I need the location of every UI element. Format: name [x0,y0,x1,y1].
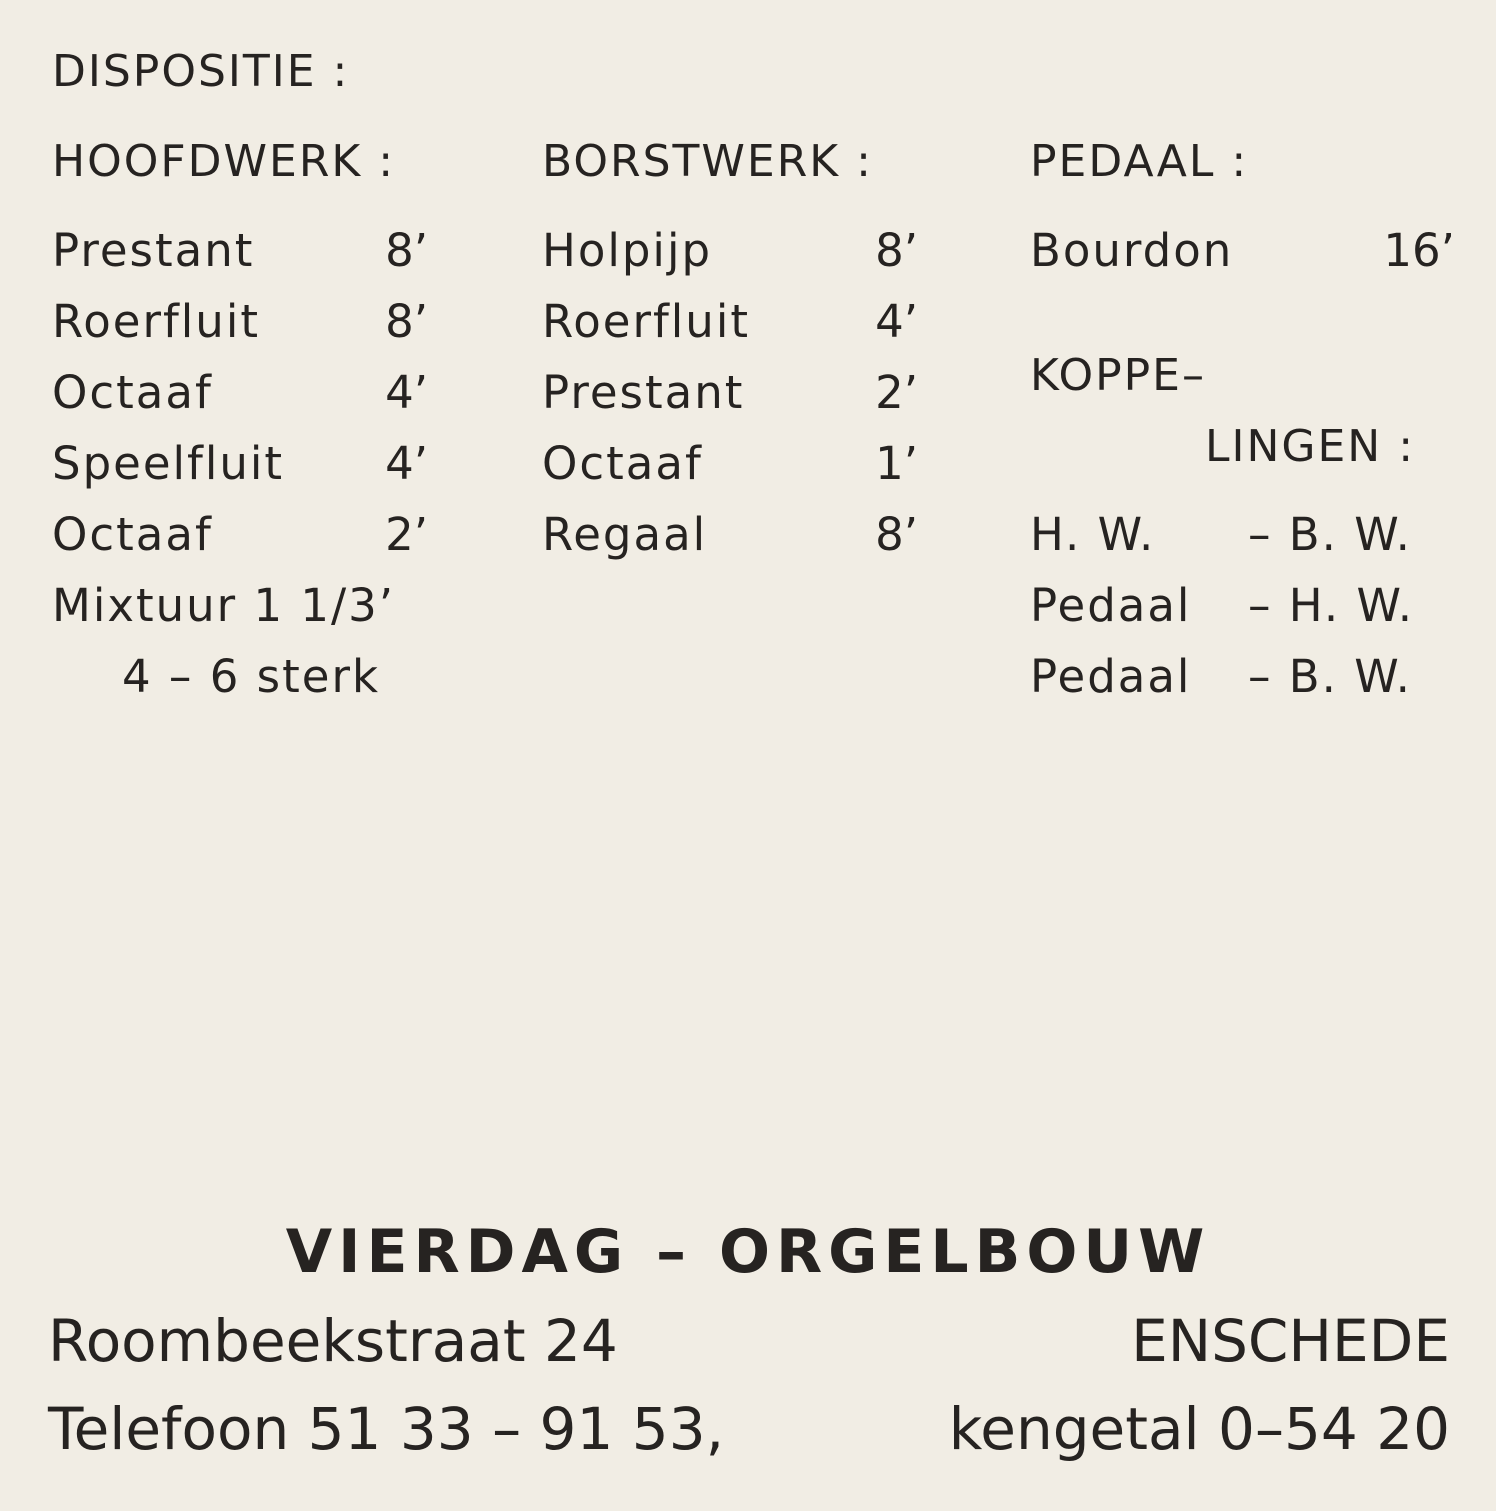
coupler-from: Pedaal [1030,579,1192,632]
hoofdwerk-heading: HOOFDWERK : [52,136,396,187]
coupler-to: – H. W. [1248,579,1415,632]
mixtuur-note: 4 – 6 sterk [122,650,381,703]
borstwerk-stop-name: Regaal [542,508,708,561]
hoofdwerk-stop-name: Prestant [52,224,255,277]
hoofdwerk-stop-name: Octaaf [52,508,213,561]
page-title: DISPOSITIE : [52,46,350,97]
phone-number: Telefoon 51 33 – 91 53, [48,1395,725,1463]
firm-name: VIERDAG – ORGELBOUW [285,1217,1211,1287]
area-code: kengetal 0–54 20 [948,1395,1450,1463]
borstwerk-stop-name: Prestant [542,366,745,419]
hoofdwerk-stop-pitch: 4’ [385,437,428,490]
borstwerk-stop-pitch: 1’ [875,437,918,490]
borstwerk-stop-name: Holpijp [542,224,713,277]
pedaal-stop-pitch: 16’ [1383,224,1455,277]
hoofdwerk-stop-name: Roerfluit [52,295,260,348]
borstwerk-stop-pitch: 4’ [875,295,918,348]
hoofdwerk-stop-pitch: 8’ [385,295,428,348]
borstwerk-stop-name: Octaaf [542,437,703,490]
city: ENSCHEDE [1131,1307,1450,1375]
coupler-to: – B. W. [1248,650,1412,703]
borstwerk-heading: BORSTWERK : [542,136,873,187]
pedaal-heading: PEDAAL : [1030,136,1249,187]
coupler-from: Pedaal [1030,650,1192,703]
coupler-from: H. W. [1030,508,1156,561]
pedaal-stop-name: Bourdon [1030,224,1234,277]
hoofdwerk-stop-name: Mixtuur 1 1/3’ [52,579,396,632]
borstwerk-stop-pitch: 8’ [875,224,918,277]
koppelingen-heading-line2: LINGEN : [1205,421,1416,472]
borstwerk-stop-pitch: 2’ [875,366,918,419]
koppelingen-heading-line1: KOPPE– [1030,350,1206,401]
borstwerk-stop-name: Roerfluit [542,295,750,348]
hoofdwerk-stop-pitch: 2’ [385,508,428,561]
coupler-to: – B. W. [1248,508,1412,561]
hoofdwerk-stop-pitch: 8’ [385,224,428,277]
hoofdwerk-stop-pitch: 4’ [385,366,428,419]
street-address: Roombeekstraat 24 [48,1307,618,1375]
borstwerk-stop-pitch: 8’ [875,508,918,561]
hoofdwerk-stop-name: Speelfluit [52,437,285,490]
hoofdwerk-stop-name: Octaaf [52,366,213,419]
